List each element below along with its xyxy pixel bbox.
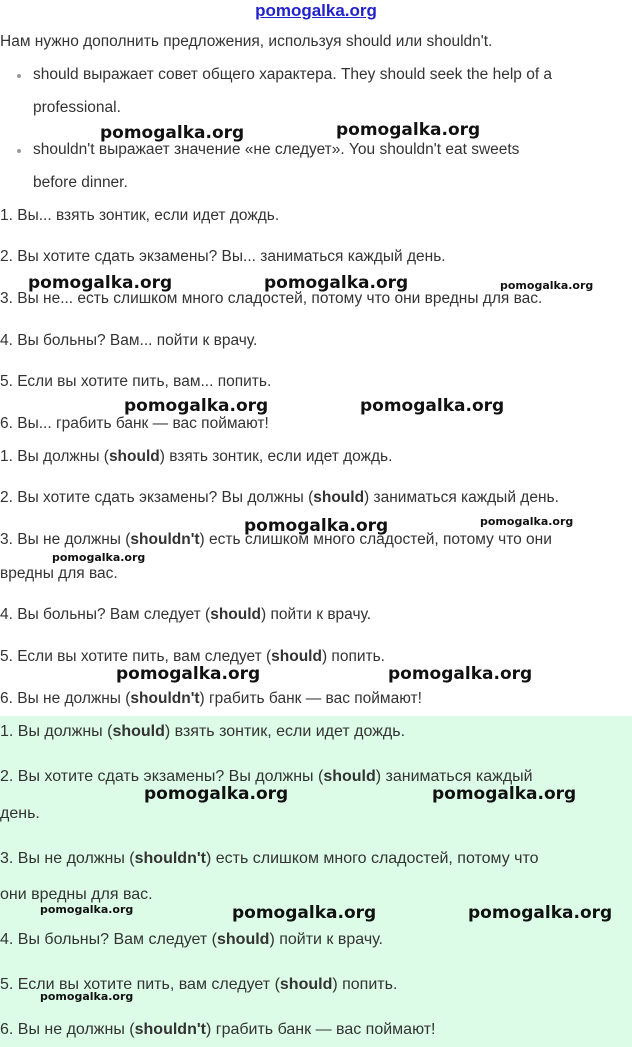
keyword: should bbox=[108, 448, 160, 465]
final-answer-2: 2. Вы хотите сдать экзамены? Вы должны (should) заниматься каждый bbox=[0, 768, 533, 785]
site-header-link[interactable]: pomogalka.org bbox=[255, 1, 377, 20]
task-2: 2. Вы хотите сдать экзамены? Вы... заниматься каждый день. bbox=[0, 248, 446, 265]
answer-1: 1. Вы должны (should) взять зонтик, если идет дождь. bbox=[0, 448, 393, 465]
final-answer-6: 6. Вы не должны (shouldn't) грабить банк — вас поймают! bbox=[0, 1021, 436, 1038]
keyword: shouldn't bbox=[134, 1021, 206, 1038]
watermark: pomogalka.org bbox=[336, 120, 481, 140]
keyword: should bbox=[313, 489, 365, 506]
bullet-2-line-2: before dinner. bbox=[33, 174, 128, 191]
intro-text: Нам нужно дополнить предложения, используя should или shouldn't. bbox=[0, 33, 493, 50]
task-5: 5. Если вы хотите пить, вам... попить. bbox=[0, 373, 272, 390]
task-6: 6. Вы... грабить банк — вас поймают! bbox=[0, 415, 269, 432]
keyword: should bbox=[279, 976, 333, 993]
watermark: pomogalka.org bbox=[116, 664, 261, 684]
watermark: pomogalka.org bbox=[388, 664, 533, 684]
keyword: should bbox=[210, 606, 262, 623]
answer-2: 2. Вы хотите сдать экзамены? Вы должны (should) заниматься каждый день. bbox=[0, 489, 559, 506]
final-answer-3: 3. Вы не должны (shouldn't) есть слишком много сладостей, потому что bbox=[0, 850, 539, 867]
watermark: pomogalka.org bbox=[264, 273, 409, 293]
keyword: shouldn't bbox=[134, 850, 206, 867]
watermark: pomogalka.org bbox=[432, 784, 577, 804]
watermark: pomogalka.org bbox=[232, 903, 377, 923]
keyword: shouldn't bbox=[130, 690, 200, 707]
bullet-dot-icon bbox=[17, 149, 21, 153]
bullet-1-line-1: should выражает совет общего характера. They should seek the help of a bbox=[33, 66, 553, 83]
watermark: pomogalka.org bbox=[360, 396, 505, 416]
keyword: should bbox=[217, 931, 270, 948]
watermark: pomogalka.org bbox=[40, 903, 134, 916]
watermark: pomogalka.org bbox=[144, 784, 289, 804]
bullet-2-line-1: shouldn't выражает значение «не следует». You shouldn't eat sweets bbox=[33, 141, 520, 158]
keyword: should bbox=[271, 648, 322, 665]
watermark: pomogalka.org bbox=[28, 273, 173, 293]
task-1: 1. Вы... взять зонтик, если идет дождь. bbox=[0, 207, 280, 224]
keyword: should bbox=[112, 723, 165, 740]
watermark: pomogalka.org bbox=[468, 903, 613, 923]
watermark: pomogalka.org bbox=[480, 515, 574, 528]
watermark: pomogalka.org bbox=[500, 279, 594, 292]
task-4: 4. Вы больны? Вам... пойти к врачу. bbox=[0, 332, 258, 349]
watermark: pomogalka.org bbox=[244, 516, 389, 536]
answer-5: 5. Если вы хотите пить, вам следует (should) попить. bbox=[0, 648, 385, 665]
answer-6: 6. Вы не должны (shouldn't) грабить банк — вас поймают! bbox=[0, 690, 422, 707]
keyword: should bbox=[323, 768, 376, 785]
watermark: pomogalka.org bbox=[40, 990, 134, 1003]
answer-3: 3. Вы не должны (shouldn't) есть слишком много сладостей, потому что они bbox=[0, 531, 552, 548]
answer-3-cont: вредны для вас. bbox=[0, 565, 118, 582]
keyword: shouldn't bbox=[130, 531, 200, 548]
answer-4: 4. Вы больны? Вам следует (should) пойти к врачу. bbox=[0, 606, 372, 623]
watermark: pomogalka.org bbox=[124, 396, 269, 416]
watermark: pomogalka.org bbox=[52, 551, 146, 564]
final-answer-5: 5. Если вы хотите пить, вам следует (should) попить. bbox=[0, 976, 398, 993]
final-answer-2-cont: день. bbox=[0, 805, 40, 822]
bullet-1-line-2: professional. bbox=[33, 99, 121, 116]
final-answer-3-cont: они вредны для вас. bbox=[0, 886, 153, 903]
final-answer-1: 1. Вы должны (should) взять зонтик, если идет дождь. bbox=[0, 723, 406, 740]
watermark: pomogalka.org bbox=[100, 123, 245, 143]
bullet-dot-icon bbox=[17, 74, 21, 78]
final-answer-4: 4. Вы больны? Вам следует (should) пойти к врачу. bbox=[0, 931, 383, 948]
task-3: 3. Вы не... есть слишком много сладостей, потому что они вредны для вас. bbox=[0, 290, 543, 307]
